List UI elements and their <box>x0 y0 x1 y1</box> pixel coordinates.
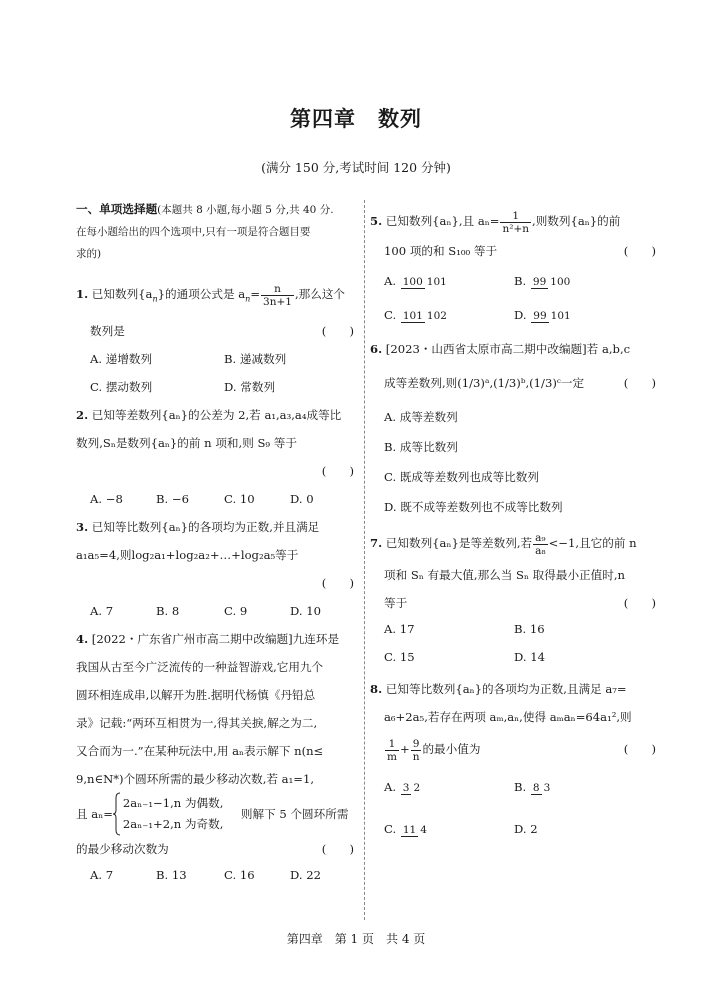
exam-info: (满分 150 分,考试时间 120 分钟) <box>261 160 451 175</box>
option-a[interactable]: A. 7 <box>90 604 114 619</box>
option-b[interactable]: B. 16 <box>514 622 545 636</box>
option-b[interactable]: B. 递减数列 <box>224 352 287 367</box>
column-divider <box>364 200 365 920</box>
question-1: 1. 已知数列$\{a_n\}$的通项公式是 $a_n=$ $\frac{n}{3n+1}$ ,那么这个 数列是 ( ) A. 递增数列 B. 递减数列 C. 摆动数列 D. 常数列 <box>76 279 360 398</box>
question-3: 3. 已知等比数列{aₙ}的各项均为正数,并且满足 a₁a₅=4,则log₂a₁+log₂a₂+…+log₂a₅等于 ( ) A. 7 B. 8 C. 9 D. 10 <box>76 516 360 622</box>
option-d[interactable]: D. 2 <box>514 822 538 836</box>
section-heading: 一、单项选择题(本题共 8 小题,每小题 5 分,共 40 分. 在每小题给出的四个选项中,只有一项是符合题目要 求的) <box>76 202 334 260</box>
option-c[interactable]: C. 101 102 <box>384 308 447 322</box>
option-c[interactable]: C. 既成等差数列也成等比数列 <box>384 470 539 484</box>
option-a[interactable]: A. −8 <box>90 492 123 507</box>
page-title: 第四章 数列 <box>290 106 422 131</box>
option-a[interactable]: A. 17 <box>384 622 415 636</box>
answer-blank[interactable]: ( ) <box>623 742 656 756</box>
option-a[interactable]: A. 7 <box>90 868 114 883</box>
option-c[interactable]: C. 15 <box>384 650 415 664</box>
brace-icon <box>113 792 121 836</box>
option-b[interactable]: B. 8 3 <box>514 780 551 794</box>
question-2: 2. 已知等差数列{aₙ}的公差为 2,若 a₁,a₃,a₄成等比 数列,Sₙ是数列{aₙ}的前 n 项和,则 S₉ 等于 ( ) A. −8 B. −6 C. 10 D. 0 <box>76 404 360 510</box>
right-column <box>370 206 662 840</box>
option-a[interactable]: A. 成等差数列 <box>384 410 458 424</box>
question-8: 8. 已知等比数列{aₙ}的各项均为正数,且满足 a₇= a₆+2a₅,若存在两项 aₘ,aₙ,使得 aₘaₙ=64a₁²,则 $\frac{1}{m}$ + $\frac{9}{n}$ 的最小值为 ( ) A. 3 2 B. 8 3 C. 11 4 D. 2 <box>370 678 662 840</box>
option-c[interactable]: C. 9 <box>224 604 248 619</box>
option-d[interactable]: D. 99 101 <box>514 308 571 322</box>
case-odd: 2aₙ₋₁+2,n 为奇数, <box>122 817 224 832</box>
answer-blank[interactable]: ( ) <box>321 324 354 339</box>
answer-blank[interactable]: ( ) <box>623 244 656 258</box>
answer-blank[interactable]: ( ) <box>623 376 656 390</box>
option-a[interactable]: A. 3 2 <box>384 780 421 794</box>
option-b[interactable]: B. −6 <box>156 492 189 507</box>
answer-blank[interactable]: ( ) <box>321 464 354 479</box>
option-d[interactable]: D. 0 <box>290 492 314 507</box>
question-6: 6. [2023・山西省太原市高二期中改编题]若 a,b,c 成等差数列,则(1/3)ᵃ,(1/3)ᵇ,(1/3)ᶜ一定 ( ) A. 成等差数列 B. 成等比数列 C. 既成等差数列也成等比数列 D. 既不成等差数列也不成等比数列 <box>370 338 662 518</box>
option-b[interactable]: B. 成等比数列 <box>384 440 458 454</box>
option-a[interactable]: A. 递增数列 <box>90 352 153 367</box>
option-b[interactable]: B. 13 <box>156 868 187 883</box>
option-d[interactable]: D. 常数列 <box>224 380 276 395</box>
option-d[interactable]: D. 既不成等差数列也不成等比数列 <box>384 500 563 514</box>
option-d[interactable]: D. 22 <box>290 868 322 883</box>
answer-blank[interactable]: ( ) <box>321 576 354 591</box>
option-c[interactable]: C. 16 <box>224 868 255 883</box>
power-term: (1/3)ᵃ <box>457 376 490 390</box>
question-5: 5. 已知数列{aₙ},且 aₙ= $\frac{1}{\text{n²+n}}$ ,则数列{aₙ}的前 100 项的和 S₁₀₀ 等于 ( ) A. 100 101 B. 99 100 C. 101 102 D. 99 101 <box>370 206 662 326</box>
option-b[interactable]: B. 99 100 <box>514 274 571 288</box>
power-term: (1/3)ᵇ <box>493 376 526 390</box>
answer-blank[interactable]: ( ) <box>623 596 656 610</box>
option-c[interactable]: C. 摆动数列 <box>90 380 153 395</box>
question-7: 7. 已知数列{aₙ}是等差数列,若 $\frac{\text{a₉}}{\text{a₈}}$ <−1,且它的前 n 项和 Sₙ 有最大值,那么当 Sₙ 取得最小正值时,n 等于 ( ) A. 17 B. 16 C. 15 D. 14 <box>370 528 662 668</box>
question-4: 4. [2022・广东省广州市高二期中改编题]九连环是 我国从古至今广泛流传的一种益智游戏,它用九个 圆环相连成串,以解开为胜.据明代杨慎《丹铅总 录》记载:“两环互相贯为一,得其关捩,解之为二, 又合而为一.”在某种玩法中,用 aₙ表示解下 n(n≤ 9,n∈N*)个圆环所需的最少移动次数,若 a₁=1, 且 aₙ= 2aₙ₋₁−1,n 为偶数, 2aₙ₋₁+2,n 为奇数, 则解下 5 个圆环所需 的最少移动次数为 ( ) A. 7 B. 13 C. 16 D. 22 <box>76 628 360 886</box>
left-column <box>76 198 360 886</box>
option-b[interactable]: B. 8 <box>156 604 180 619</box>
answer-blank[interactable]: ( ) <box>321 842 354 857</box>
fraction: $\frac{1}{\text{n²+n}}$ <box>502 209 530 235</box>
power-term: (1/3)ᶜ <box>529 376 561 390</box>
option-c[interactable]: C. 11 4 <box>384 822 427 836</box>
option-a[interactable]: A. 100 101 <box>384 274 447 288</box>
option-d[interactable]: D. 14 <box>514 650 546 664</box>
fraction: $\frac{n}{3n+1}$ <box>263 282 292 308</box>
option-d[interactable]: D. 10 <box>290 604 322 619</box>
fraction: $\frac{\text{a₉}}{\text{a₈}}$ <box>535 531 546 557</box>
case-even: 2aₙ₋₁−1,n 为偶数, <box>122 796 224 811</box>
page-footer: 第四章 第 1 页 共 4 页 <box>286 932 426 946</box>
option-c[interactable]: C. 10 <box>224 492 255 507</box>
